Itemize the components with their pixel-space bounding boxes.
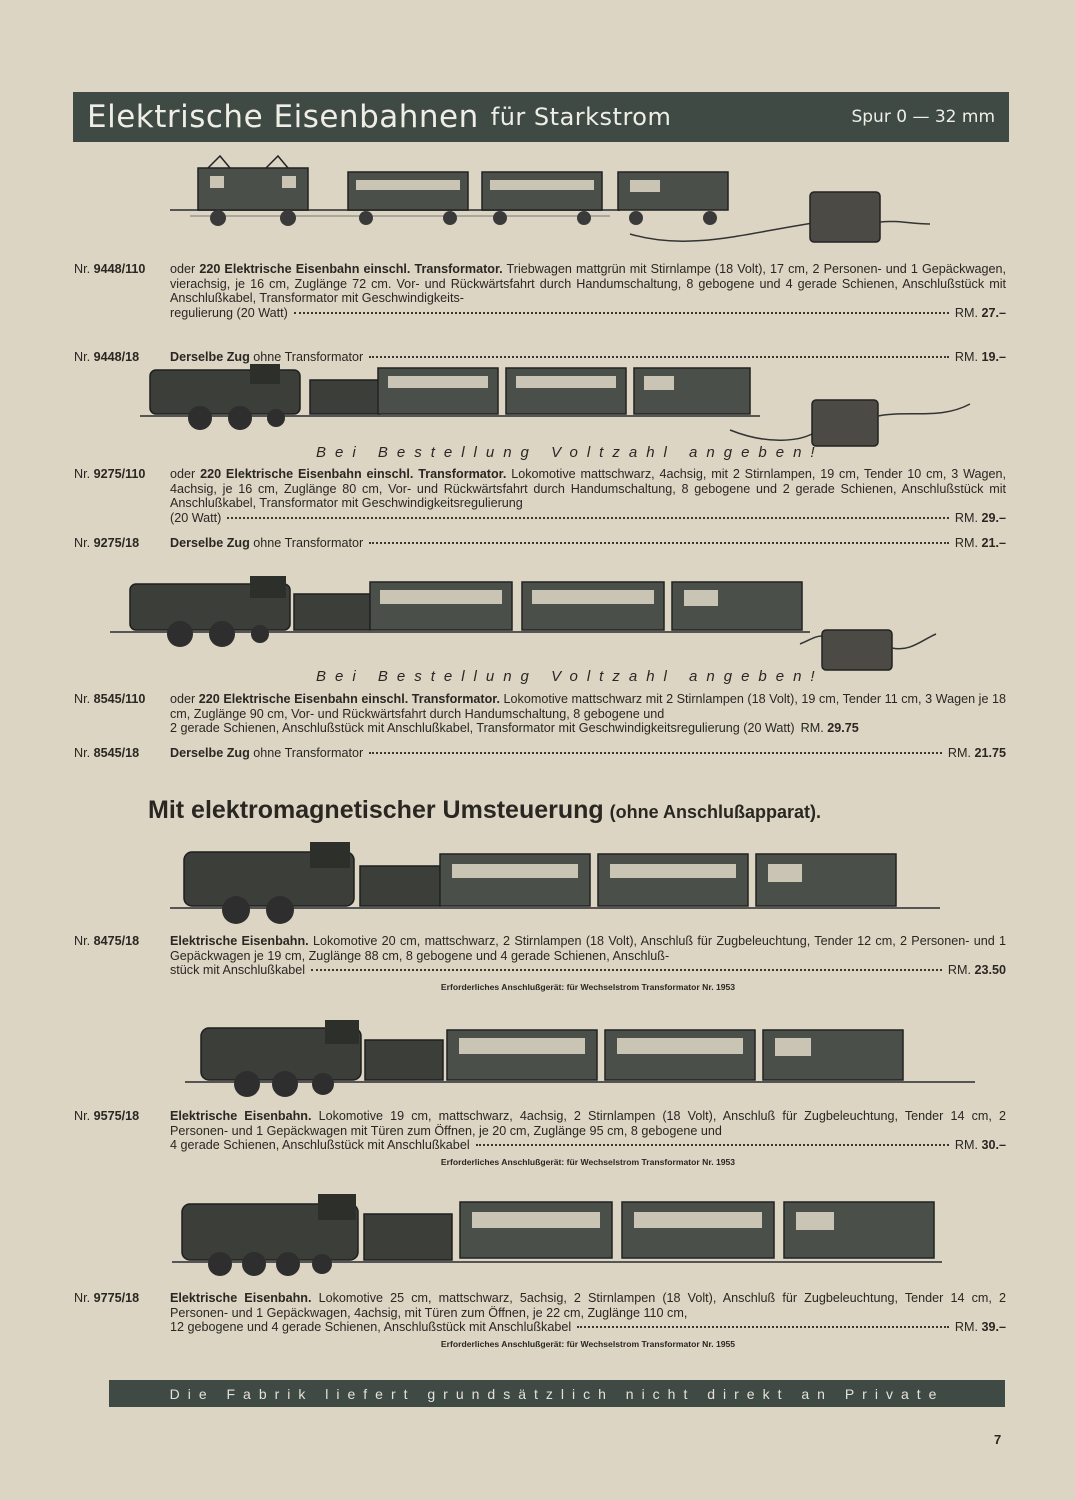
entry-number: Nr. 9275/18	[74, 536, 140, 550]
train-illustration-9775	[172, 1190, 952, 1280]
catalog-entry-9775-18	[74, 1291, 1006, 1351]
gauge-label: Spur 0 — 32 mm	[851, 107, 995, 127]
entry-name: Derselbe Zug	[170, 536, 250, 550]
dot-leader	[369, 752, 942, 754]
entry-name: Elektrische Eisenbahn einschl. Transformator.	[224, 262, 503, 276]
or-label: oder	[170, 692, 196, 706]
train-illustration-8545	[110, 570, 940, 675]
train-illustration-9275	[140, 360, 1010, 450]
train-illustration-9448	[170, 152, 950, 252]
dot-leader	[294, 312, 949, 314]
entry-description-end: stück mit Anschlußkabel	[170, 963, 306, 978]
voltage-note: Bei Bestellung Voltzahl angeben!	[316, 668, 824, 685]
entry-number: Nr. 8545/18	[74, 746, 140, 760]
entry-price: RM. 23.50	[947, 963, 1006, 978]
entry-name: Elektrische Eisenbahn einschl. Transformator.	[225, 467, 507, 481]
entry-name: Elektrische Eisenbahn.	[170, 1109, 312, 1123]
header-band	[73, 92, 1009, 142]
catalog-entry-9448-110	[74, 262, 1006, 320]
entry-number: Nr. 9448/18	[74, 350, 140, 364]
footer-notice: Die Fabrik liefert grundsätzlich nicht direkt an Private	[169, 1385, 945, 1402]
entry-price: RM. 29.–	[954, 510, 1006, 525]
header-subtitle: für Starkstrom	[490, 103, 672, 131]
entry-price: RM. 29.75	[800, 721, 859, 736]
entry-number: Nr. 8475/18	[74, 934, 140, 948]
alt-number: 220	[200, 467, 222, 481]
footer-band	[109, 1380, 1005, 1407]
entry-description-end: 2 gerade Schienen, Anschlußstück mit Anschlußkabel, Transformator mit Geschwindigkeitsregulierung (20 Watt)	[170, 721, 795, 736]
voltage-note: Bei Bestellung Voltzahl angeben!	[316, 444, 824, 461]
catalog-entry-8545-18	[74, 746, 1006, 761]
section-title	[148, 796, 821, 825]
entry-description-end: 4 gerade Schienen, Anschlußstück mit Anschlußkabel	[170, 1138, 470, 1153]
entry-description: Triebwagen mattgrün mit Stirnlampe (18 Volt), 17 cm, 2 Personen- und 1 Gepäckwagen, vierachsig, je 16 cm, Zuglänge 72 cm. Vor- und Rückwärtsfahrt durch Handumschaltung, 8 gebogene und 4 gerade Schienen, Anschlußstück mit Anschlußkabel, Transformator mit Geschwindigkeits-	[170, 262, 1006, 306]
catalog-entry-9575-18	[74, 1109, 1006, 1169]
alt-number: 220	[198, 692, 220, 706]
entry-number: Nr. 9575/18	[74, 1109, 140, 1123]
section-title-sub: (ohne Anschlußapparat).	[609, 802, 822, 822]
entry-name: Derselbe Zug	[170, 350, 250, 364]
entry-description-end: 12 gebogene und 4 gerade Schienen, Anschlußstück mit Anschlußkabel	[170, 1320, 572, 1335]
entry-name: Elektrische Eisenbahn.	[170, 934, 309, 948]
required-device-note: Erforderliches Anschlußgerät: für Wechselstrom Transformator Nr. 1955	[440, 1338, 736, 1349]
entry-description: Lokomotive 19 cm, mattschwarz, 4achsig, 2 Stirnlampen (18 Volt), Anschluß für Zugbeleuchtung, Tender 14 cm, 2 Personen- und 1 Gepäckwagen mit Türen zum Öffnen, je 20 cm, Zuglänge 95 cm, 8 gebogene und	[170, 1109, 1006, 1138]
dot-leader	[476, 1144, 949, 1146]
entry-price: RM. 39.–	[954, 1320, 1006, 1335]
dot-leader	[369, 542, 949, 544]
required-device-note: Erforderliches Anschlußgerät: für Wechselstrom Transformator Nr. 1953	[440, 981, 736, 992]
dot-leader	[311, 969, 942, 971]
or-label: oder	[170, 262, 196, 276]
required-device-note: Erforderliches Anschlußgerät: für Wechselstrom Transformator Nr. 1953	[440, 1156, 736, 1167]
entry-description-end: (20 Watt)	[170, 510, 222, 525]
entry-description: Lokomotive 25 cm, mattschwarz, 5achsig, 2 Stirnlampen (18 Volt), Anschluß für Zugbeleuchtung, Tender 14 cm, 2 Personen- und 1 Gepäckwagen, 4achsig, mit Türen zum Öffnen, je 22 cm, Zuglänge 110 cm,	[170, 1291, 1006, 1320]
entry-number: Nr. 9775/18	[74, 1291, 140, 1305]
entry-description: Lokomotive mattschwarz, 4achsig, mit 2 Stirnlampen, 19 cm, Tender 10 cm, 3 Wagen, 4achsig, je 16 cm, Zuglänge 80 cm, Vor- und Rückwärtsfahrt durch Handumschaltung, 8 gebogene und 2 gerade Schienen, Anschlußstück mit Anschlußkabel, Transformator mit Geschwindigkeitsregulierung	[170, 467, 1007, 511]
page-number: 7	[994, 1432, 1002, 1447]
entry-number: Nr. 8545/110	[74, 692, 146, 706]
entry-name: Elektrische Eisenbahn einschl. Transformator.	[223, 692, 500, 706]
catalog-entry-9275-18	[74, 536, 1006, 551]
catalog-entry-8475-18	[74, 934, 1006, 994]
entry-price: RM. 21.75	[947, 746, 1006, 760]
train-illustration-9575	[185, 1018, 985, 1103]
entry-price: RM. 19.–	[954, 350, 1006, 364]
entry-description: Lokomotive mattschwarz mit 2 Stirnlampen (18 Volt), 19 cm, Tender 11 cm, 3 Wagen je 18 cm, Zuglänge 90 cm, Vor- und Rückwärtsfahrt durch Handumschaltung, 8 gebogene und	[170, 692, 1007, 721]
section-title-main: Mit elektromagnetischer Umsteuerung	[148, 796, 604, 824]
entry-name: Elektrische Eisenbahn.	[170, 1291, 312, 1305]
train-illustration-8475	[170, 838, 950, 933]
alt-number: 220	[199, 262, 221, 276]
entry-number: Nr. 9448/110	[74, 262, 146, 276]
catalog-entry-8545-110	[74, 692, 1006, 736]
entry-description-end: ohne Transformator	[253, 350, 364, 364]
dot-leader	[227, 517, 949, 519]
entry-name: Derselbe Zug	[170, 746, 250, 760]
dot-leader	[577, 1326, 949, 1328]
entry-description: Lokomotive 20 cm, mattschwarz, 2 Stirnlampen (18 Volt), Anschluß für Zugbeleuchtung, Tender 12 cm, 2 Personen- und 1 Gepäckwagen je 19 cm, Zuglänge 88 cm, 8 gebogene und 4 gerade Schienen, Anschluß-	[170, 934, 1007, 963]
entry-price: RM. 27.–	[954, 305, 1006, 320]
entry-description-end: ohne Transformator	[253, 746, 364, 760]
entry-description-end: regulierung (20 Watt)	[170, 305, 288, 320]
dot-leader	[369, 356, 949, 358]
entry-price: RM. 21.–	[954, 536, 1006, 550]
entry-number: Nr. 9275/110	[74, 467, 146, 481]
catalog-entry-9275-110	[74, 467, 1006, 525]
header-title: Elektrische Eisenbahnen	[87, 99, 479, 135]
or-label: oder	[170, 467, 196, 481]
entry-price: RM. 30.–	[954, 1138, 1006, 1153]
entry-description-end: ohne Transformator	[253, 536, 364, 550]
